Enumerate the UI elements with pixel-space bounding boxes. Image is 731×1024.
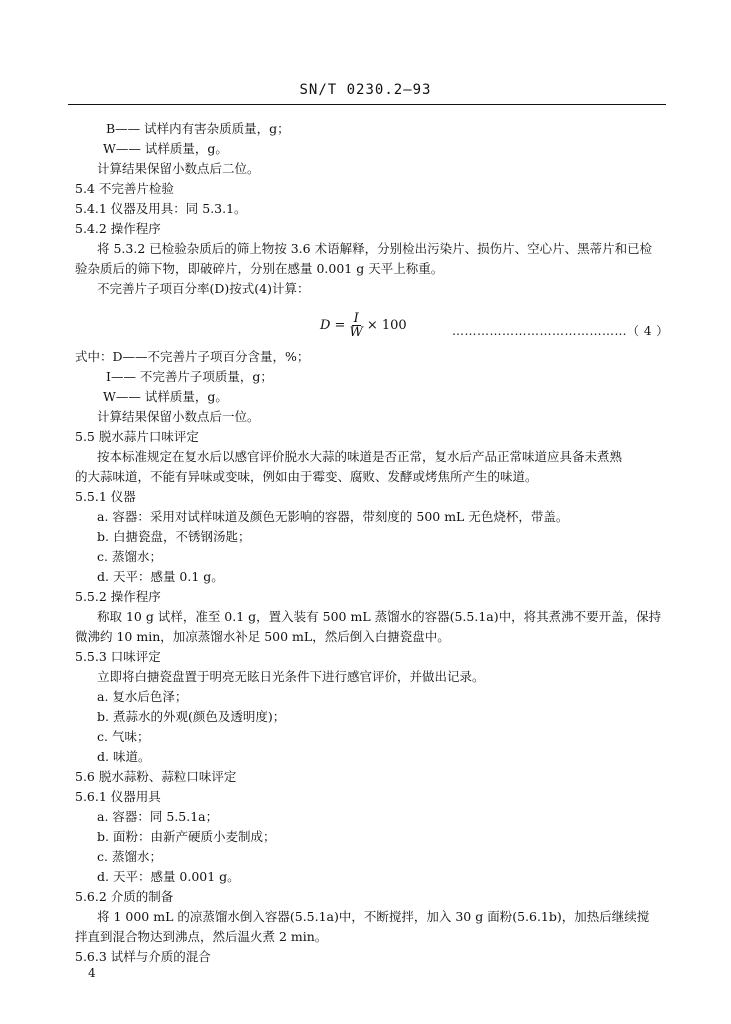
section-heading: 5.5.3 口味评定 [75, 649, 161, 664]
formula-denominator: W [349, 325, 363, 340]
section-heading: 5.6 脱水蒜粉、蒜粒口味评定 [75, 769, 237, 784]
section-heading: 5.6.1 仪器用具 [75, 789, 161, 804]
list-item: c. 蒸馏水； [97, 849, 162, 864]
list-item: b. 煮蒜水的外观(颜色及透明度)； [97, 709, 286, 724]
list-item: c. 气味； [97, 729, 150, 744]
text-line: 的大蒜味道，不能有异味或变味，例如由于霉变、腐败、发酵或烤焦所产生的味道。 [75, 469, 538, 484]
list-item: b. 白搪瓷盘，不锈钢汤匙； [97, 529, 251, 544]
text-line: 拌直到混合物达到沸点，然后温火煮 2 min。 [75, 929, 328, 944]
text-line: 计算结果保留小数点后一位。 [97, 409, 260, 424]
list-item: d. 天平：感量 0.1 g。 [97, 569, 224, 584]
list-item: b. 面粉：由新产硬质小麦制成； [97, 829, 276, 844]
list-item: d. 味道。 [97, 749, 151, 764]
page-number: 4 [88, 966, 96, 980]
list-item: a. 容器：同 5.5.1a； [97, 809, 219, 824]
text-line: I—— 不完善片子项质量，g； [106, 369, 273, 384]
formula-lhs: D = [320, 318, 346, 333]
formula-fraction [349, 312, 362, 339]
section-heading: 5.5.2 操作程序 [75, 589, 161, 604]
list-item: d. 天平：感量 0.001 g。 [97, 869, 240, 884]
section-heading: 5.4.1 仪器及用具：同 5.3.1。 [75, 201, 247, 216]
text-line: 按本标准规定在复水后以感官评价脱水大蒜的味道是否正常，复水后产品正常味道应具备未煮熟 [97, 449, 623, 464]
list-item: a. 复水后色泽； [97, 689, 188, 704]
text-line: 验杂质后的筛下物，即破碎片，分别在感量 0.001 g 天平上称重。 [75, 261, 444, 276]
text-line: W—— 试样质量，g。 [103, 389, 228, 404]
header-rule [68, 104, 666, 105]
document-code-header: SN/T 0230.2—93 [299, 82, 432, 98]
text-line: 微沸约 10 min，加凉蒸馏水补足 500 mL，然后倒入白搪瓷盘中。 [75, 629, 450, 644]
list-item: a. 容器：采用对试样味道及颜色无影响的容器，带刻度的 500 mL 无色烧杯，带盖。 [97, 509, 569, 524]
section-heading: 5.4 不完善片检验 [75, 181, 174, 196]
text-line: 将 5.3.2 已检验杂质后的筛上物按 3.6 术语解释，分别检出污染片、损伤片、空心片、黑蒂片和已检 [97, 241, 653, 256]
section-heading: 5.6.2 介质的制备 [75, 889, 174, 904]
section-heading: 5.5 脱水蒜片口味评定 [75, 429, 199, 444]
section-heading: 5.6.3 试样与介质的混合 [75, 949, 211, 964]
formula-number: ……………………………………（ 4 ） [452, 324, 669, 338]
section-heading: 5.4.2 操作程序 [75, 221, 161, 236]
text-line: 不完善片子项百分率(D)按式(4)计算： [97, 281, 310, 296]
formula-4 [320, 312, 407, 339]
text-line: B—— 试样内有害杂质质量，g； [106, 121, 290, 136]
list-item: c. 蒸馏水； [97, 549, 162, 564]
text-line: 称取 10 g 试样，准至 0.1 g，置入装有 500 mL 蒸馏水的容器(5.5.1a)中，将其煮沸不要开盖，保持 [97, 609, 662, 624]
text-line: 式中：D——不完善片子项百分含量，%； [75, 349, 310, 364]
formula-numerator: I [353, 311, 359, 326]
text-line: 将 1 000 mL 的凉蒸馏水倒入容器(5.5.1a)中，不断搅拌，加入 30 g 面粉(5.6.1b)，加热后继续搅 [97, 909, 650, 924]
formula-rhs: × 100 [366, 318, 407, 333]
text-line: W—— 试样质量，g。 [103, 141, 228, 156]
text-line: 立即将白搪瓷盘置于明亮无眩日光条件下进行感官评价，并做出记录。 [97, 669, 485, 684]
section-heading: 5.5.1 仪器 [75, 489, 136, 504]
text-line: 计算结果保留小数点后二位。 [97, 161, 260, 176]
